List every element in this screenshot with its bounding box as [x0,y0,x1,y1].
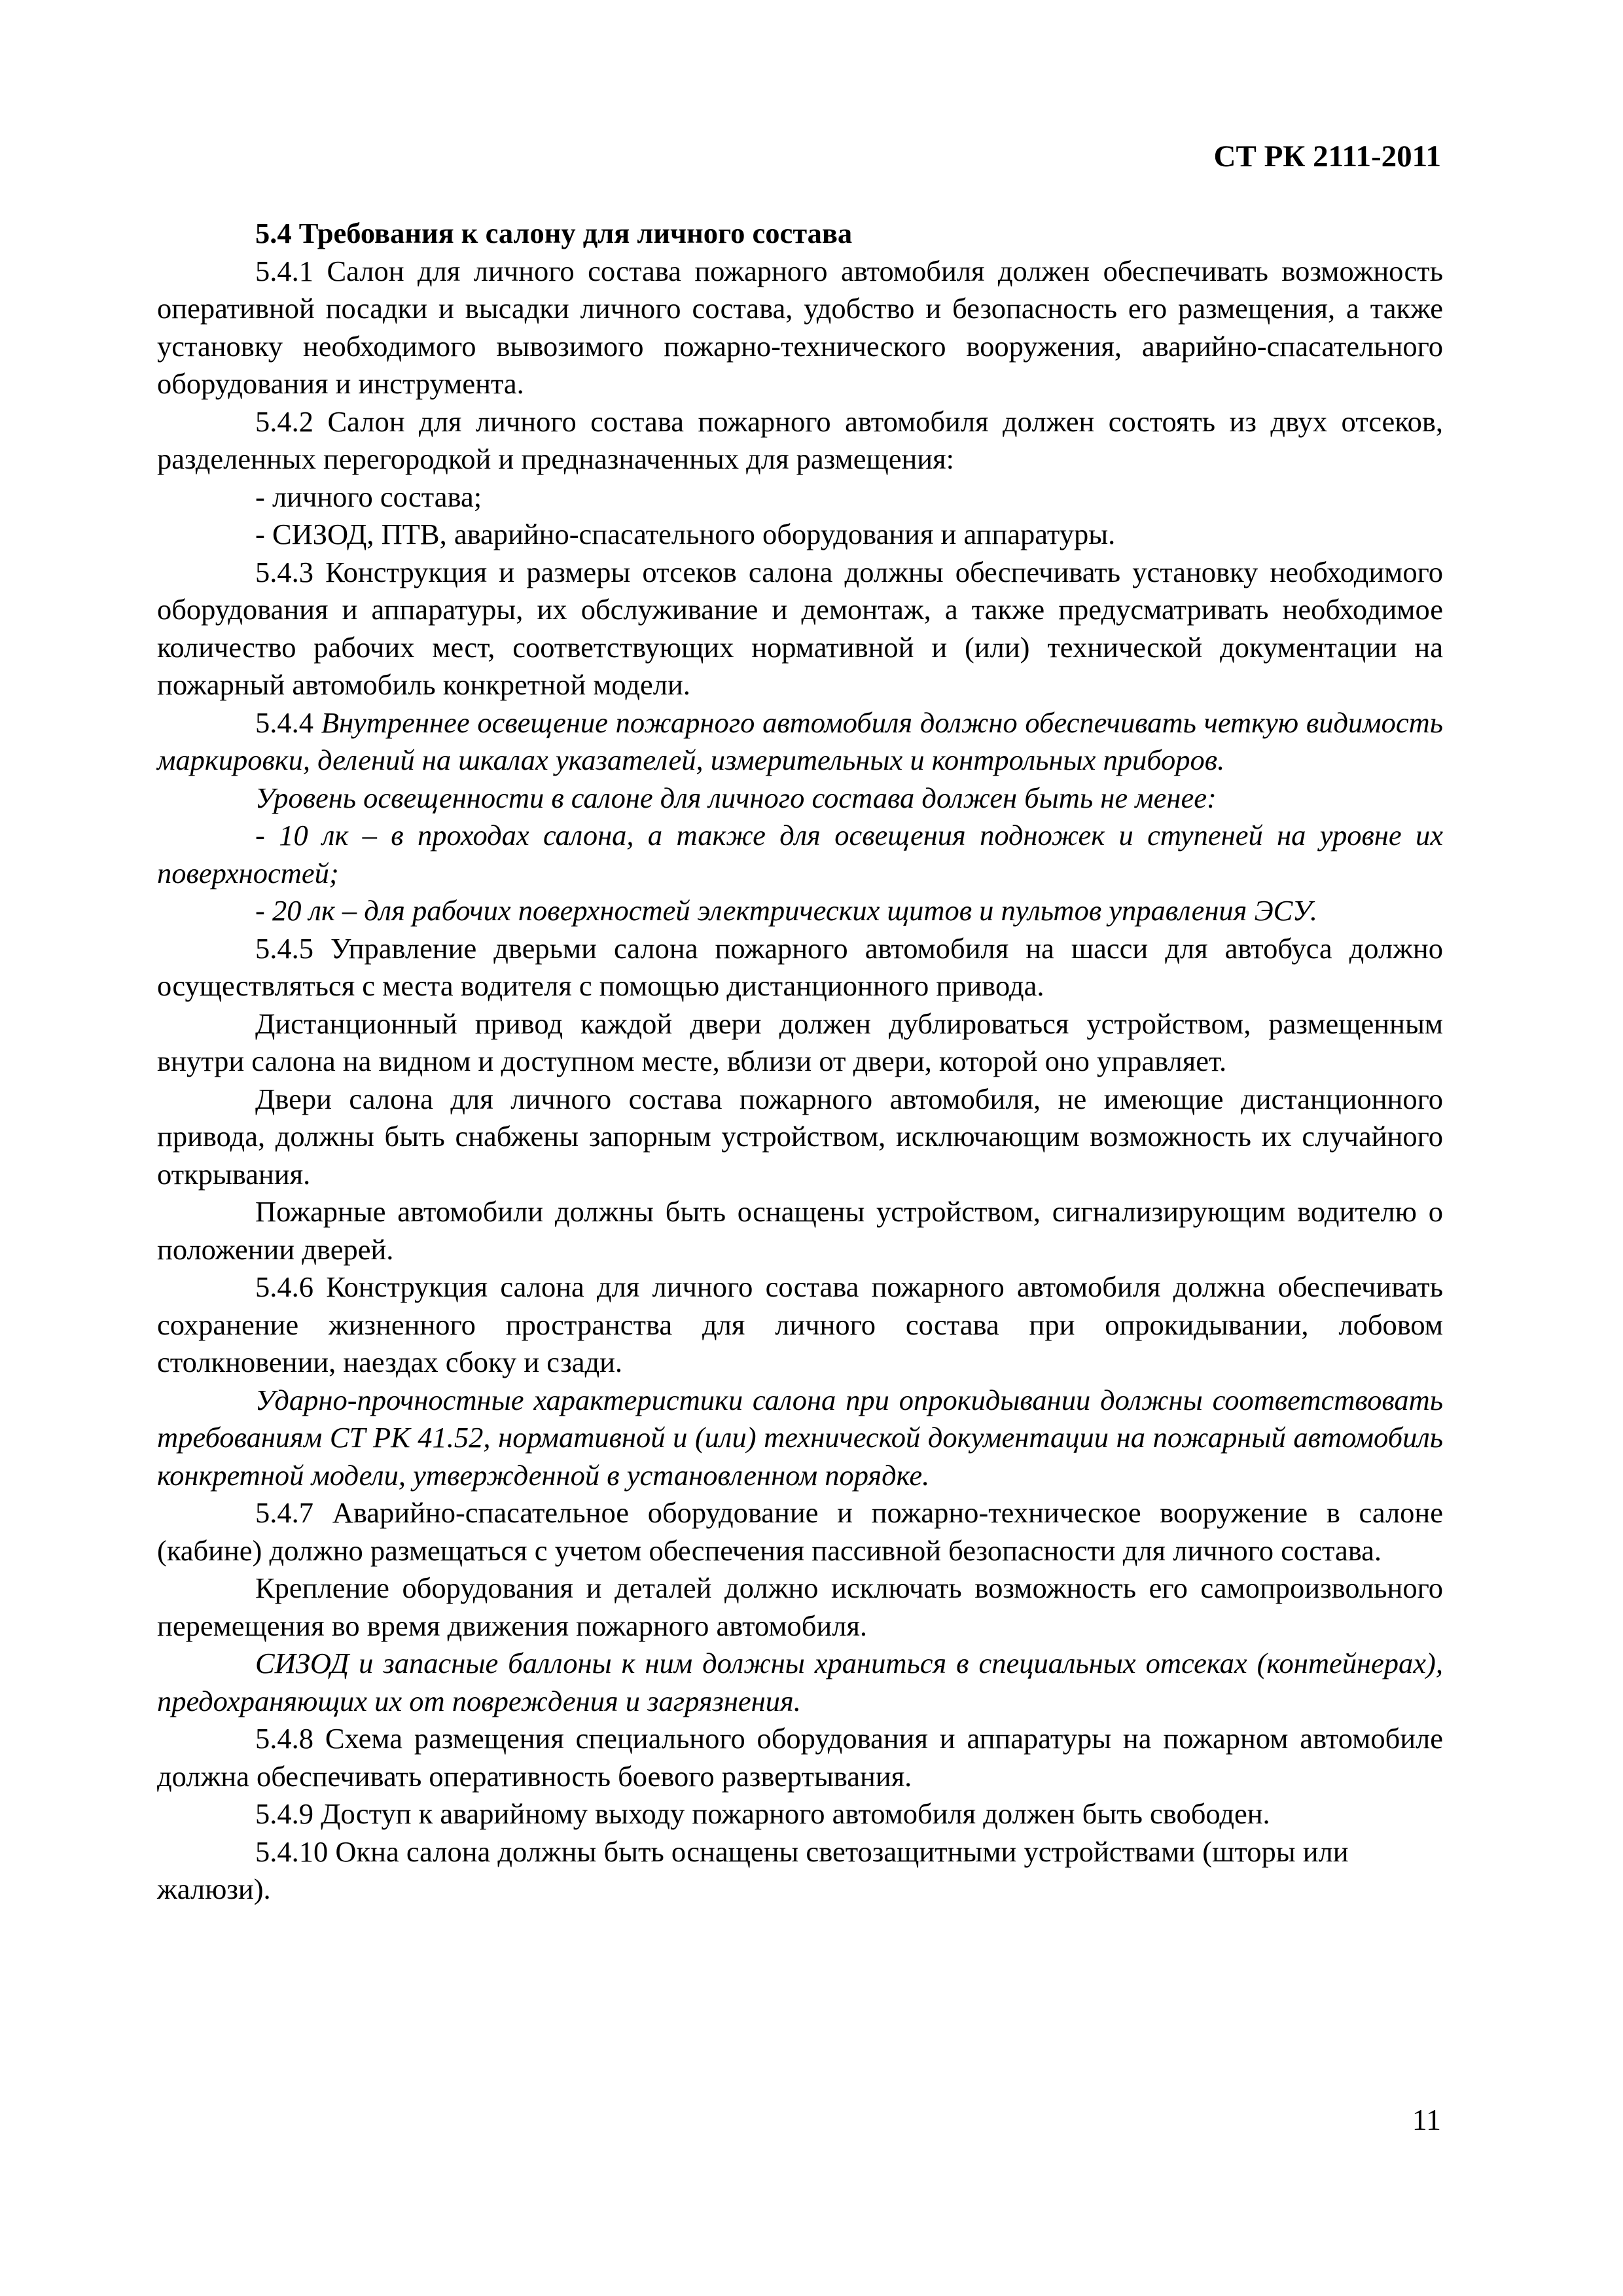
paragraph-remote-drive: Дистанционный привод каждой двери должен дублироваться устройством, размещенным внутри салона на видном и доступном месте, вблизи от двери, которой оно управляет. [157,1007,1443,1077]
paragraph-door-signal: Пожарные автомобили должны быть оснащены устройством, сигнализирующим водителю о положении дверей. [157,1195,1443,1266]
paragraph-5-4-8: 5.4.8 Схема размещения специального оборудования и аппаратуры на пожарном автомобиле должна обеспечивать оперативность боевого развертывания. [157,1722,1443,1793]
page-number: 11 [1412,2103,1441,2136]
paragraph-impact-strength: Ударно-прочностные характеристики салона при опрокидывании должны соответствовать требованиям СТ РК 41.52, нормативной и (или) технической документации на пожарный автомобиль конкретной модели, утвержденной в установленном порядке. [157,1383,1443,1492]
paragraph-5-4-2: 5.4.2 Салон для личного состава пожарного автомобиля должен состоять из двух отсеков, разделенных перегородкой и предназначенных для размещения: [157,404,1443,475]
paragraph-5-4-9: 5.4.9 Доступ к аварийному выходу пожарного автомобиля должен быть свободен. [255,1797,1270,1830]
paragraph-5-4-3: 5.4.3 Конструкция и размеры отсеков салона должны обеспечивать установку необходимого оборудования и аппаратуры, их обслуживание и демонтаж, а также предусматривать необходимое количество рабочих мест, соответствующих нормативной и (или) технической документации на пожарный автомобиль конкретной модели. [157,555,1443,701]
clause-number: 5.4.4 [255,706,313,739]
paragraph-5-4-6: 5.4.6 Конструкция салона для личного состава пожарного автомобиля должна обеспечивать сохранение жизненного пространства для личного состава при опрокидывании, лобовом столкновении, наездах сбоку и сзади. [157,1270,1443,1378]
paragraph-5-4-4 [157,704,1443,780]
illumination-level-intro: Уровень освещенности в салоне для личного состава должен быть не менее: [255,781,1217,814]
paragraph-5-4-5: 5.4.5 Управление дверьми салона пожарного автомобиля на шасси для автобуса должно осуществляться с места водителя с помощью дистанционного привода. [157,931,1443,1002]
section-content [157,215,1443,1909]
clause-italic-text: Внутреннее освещение пожарного автомобиля должно обеспечивать четкую видимость маркировки, делений на шкалах указателей, измерительных и контрольных приборов. [157,706,1443,776]
paragraph-5-4-10: 5.4.10 Окна салона должны быть оснащены светозащитными устройствами (шторы или жалюзи). [157,1835,1349,1905]
document-code: СТ РК 2111-2011 [1213,139,1441,173]
illumination-10-lx: - 10 лк – в проходах салона, а также для освещения подножек и ступеней на уровне их поверхностей; [157,819,1443,889]
list-item-personnel: - личного состава; [255,480,482,513]
section-heading: 5.4 Требования к салону для личного состава [255,217,853,249]
paragraph-mounting: Крепление оборудования и деталей должно исключать возможность его самопроизвольного перемещения во время движения пожарного автомобиля. [157,1571,1443,1642]
paragraph-5-4-1: 5.4.1 Салон для личного состава пожарного автомобиля должен обеспечивать возможность оперативной посадки и высадки личного состава, удобство и безопасность его размещения, а также установку необходимого вывозимого пожарно-технического вооружения, аварийно-спасательного оборудования и инструмента. [157,254,1443,400]
illumination-20-lx: - 20 лк – для рабочих поверхностей электрических щитов и пультов управления ЭСУ. [255,894,1317,927]
list-item-equipment: - СИЗОД, ПТВ, аварийно-спасательного оборудования и аппаратуры. [255,518,1116,550]
paragraph-sizod-storage: СИЗОД и запасные баллоны к ним должны храниться в специальных отсеках (контейнерах), предохраняющих их от повреждения и загрязнения. [157,1647,1443,1717]
paragraph-door-lock: Двери салона для личного состава пожарного автомобиля, не имеющие дистанционного привода, должны быть снабжены запорным устройством, исключающим возможность их случайного открывания. [157,1082,1443,1191]
paragraph-5-4-7: 5.4.7 Аварийно-спасательное оборудование и пожарно-техническое вооружение в салоне (кабине) должно размещаться с учетом обеспечения пассивной безопасности для личного состава. [157,1496,1443,1567]
